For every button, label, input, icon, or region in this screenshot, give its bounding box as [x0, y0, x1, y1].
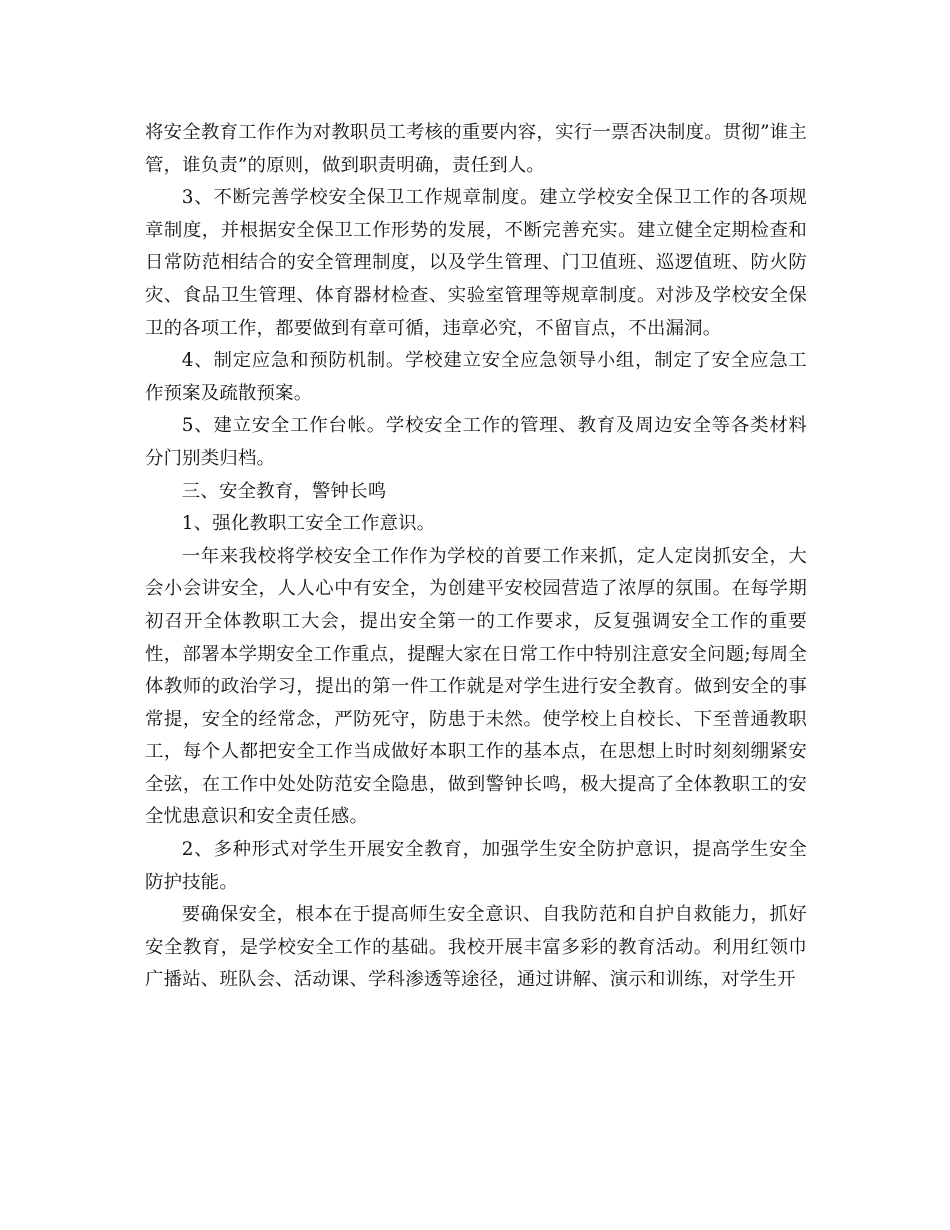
section-heading: 三、安全教育，警钟长鸣 [181, 480, 387, 502]
paragraph-2: 3、不断完善学校安全保卫工作规章制度。建立学校安全保卫工作的各项规章制度，并根据安全保卫工作形势的发展，不断完善充实。建立健全定期检查和日常防范相结合的安全管理制度，以及学生管理、门卫值班、巡逻值班、防火防灾、食品卫生管理、体育器材检查、实验室管理等规章制度。对涉及学校安全保卫的各项工作，都要做到有章可循，违章必究，不留盲点，不出漏洞。 [145, 187, 807, 339]
subheading-1: 1、强化教职工安全工作意识。 [181, 513, 436, 535]
paragraph-6: 要确保安全，根本在于提高师生安全意识、自我防范和自护自救能力，抓好安全教育，是学校安全工作的基础。我校开展丰富多彩的教育活动。利用红领巾广播站、班队会、活动课、学科渗透等途径，通过讲解、演示和训练，对学生开 [145, 904, 807, 991]
document-body [145, 117, 807, 997]
paragraph-1: 将安全教育工作作为对教职员工考核的重要内容，实行一票否决制度。贯彻”谁主管，谁负责”的原则，做到职责明确，责任到人。 [145, 122, 807, 176]
paragraph-4: 5、建立安全工作台帐。学校安全工作的管理、教育及周边安全等各类材料分门别类归档。 [145, 415, 807, 469]
subheading-2: 2、多种形式对学生开展安全教育，加强学生安全防护意识，提高学生安全防护技能。 [145, 839, 807, 893]
paragraph-3: 4、制定应急和预防机制。学校建立安全应急领导小组，制定了安全应急工作预案及疏散预案。 [145, 350, 807, 404]
paragraph-5: 一年来我校将学校安全工作作为学校的首要工作来抓，定人定岗抓安全，大会小会讲安全，人人心中有安全，为创建平安校园营造了浓厚的氛围。在每学期初召开全体教职工大会，提出安全第一的工作要求，反复强调安全工作的重要性，部署本学期安全工作重点，提醒大家在日常工作中特别注意安全问题;每周全体教师的政治学习，提出的第一件工作就是对学生进行安全教育。做到安全的事常提，安全的经常念，严防死守，防患于未然。使学校上自校长、下至普通教职工，每个人都把安全工作当成做好本职工作的基本点，在思想上时时刻刻绷紧安全弦，在工作中处处防范安全隐患，做到警钟长鸣，极大提高了全体教职工的安全忧患意识和安全责任感。 [145, 545, 807, 828]
